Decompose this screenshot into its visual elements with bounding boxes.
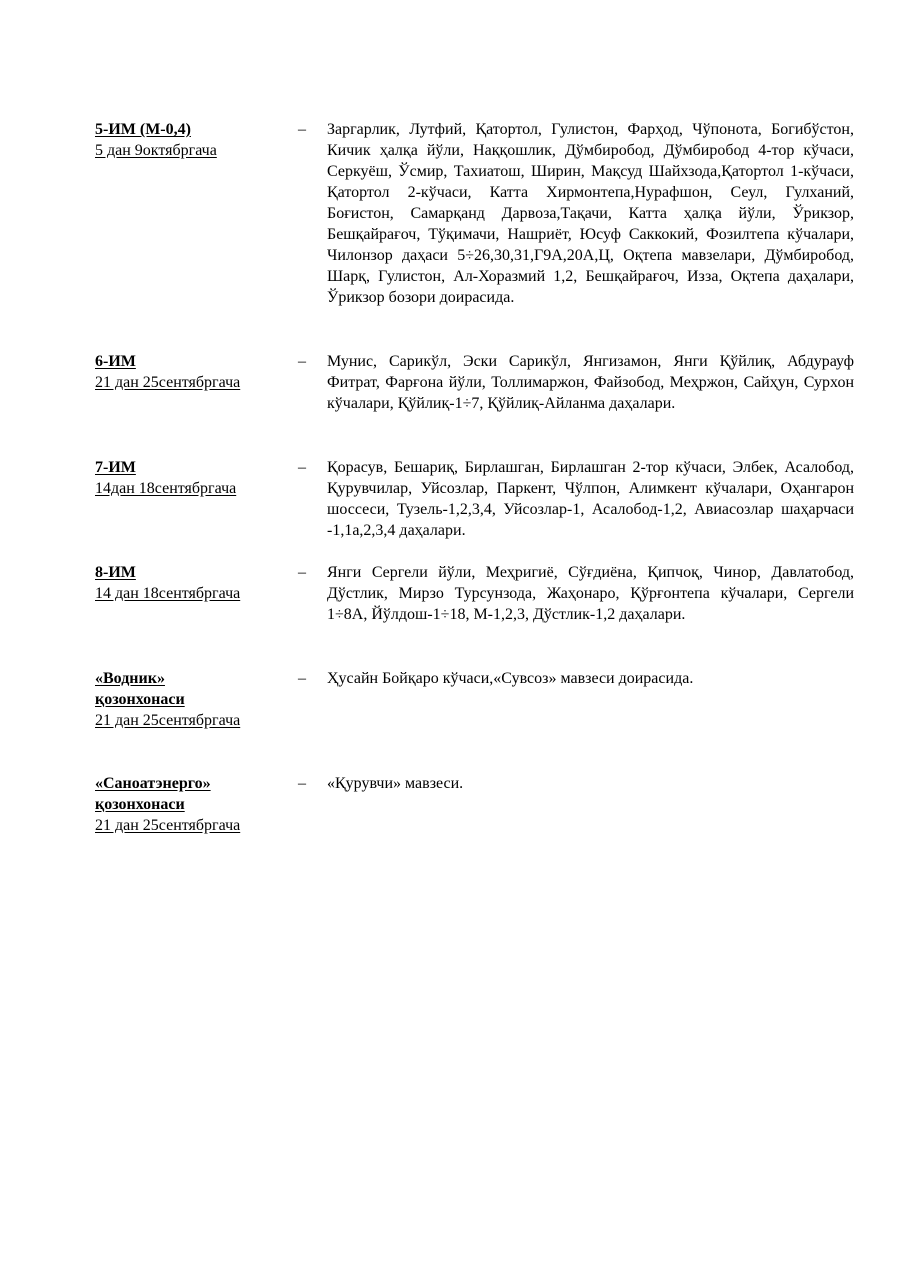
entry-title: 5-ИМ (М-0,4) (95, 121, 191, 138)
entry-description: Қорасув, Бешариқ, Бирлашган, Бирлашган 2-тор кўчаси, Элбек, Асалобод, Қурувчилар, Уйсозлар, Паркент, Чўлпон, Алимкент кўчалари, Оҳангарон шоссеси, Тузель-1,2,3,4, Уйсозлар-1, Асалобод-1,2, Авиасозлар шаҳарчаси -1,1а,2,3,4 даҳалари. (327, 459, 854, 539)
entry-dash: – (298, 353, 306, 370)
entry-dates: 21 дан 25сентябргача (95, 374, 241, 391)
entry-title: 7-ИМ (95, 459, 136, 476)
entry-description: «Қурувчи» мавзеси. (327, 775, 464, 792)
entry-description: Заргарлик, Лутфий, Қатортол, Гулистон, Фарҳод, Чўпонота, Богибўстон, Кичик ҳалқа йўли, Наққошлик, Дўмбиробод, Дўмбиробод 4-тор кўчаси, Серкуёш, Ўсмир, Тахиатош, Ширин, Мақсуд Шайхзода,Қатортол 1-кўчаси, Қатортол 2-кўчаси, Катта Хирмонтепа,Нурафшон, Сеул, Гулханий, Боғистон, Самарқанд Дарвоза,Тақачи, Катта ҳалқа йўли, Ўрикзор, Бешқайрағоч, Тўқимачи, Нашриёт, Юсуф Саккокий, Фозилтепа кўчалари, Чилонзор даҳаси 5÷26,30,31,Г9А,20А,Ц, Оқтепа мавзелари, Дўмбиробод, Шарқ, Гулистон, Ал-Хоразмий 1,2, Бешқайрағоч, Изза, Оқтепа даҳалари, Ўрикзор бозори доирасида. (327, 121, 854, 306)
entry-heading (95, 457, 295, 499)
entry-dates: 14 дан 18сентябргача (95, 585, 241, 602)
entry-dash: – (298, 670, 306, 687)
entry-dash: – (298, 459, 306, 476)
entry-description: Мунис, Сарикўл, Эски Сарикўл, Янгизамон, Янги Қўйлиқ, Абдурауф Фитрат, Фарғона йўли, Толлимаржон, Файзобод, Меҳржон, Сайҳун, Сурхон кўчалари, Қўйлиқ-1÷7, Қўйлиқ-Айланма даҳалари. (327, 353, 854, 412)
entry-title-line1: «Водник» (95, 670, 165, 687)
entry-dates: 21 дан 25сентябргача (95, 817, 241, 834)
entry-dash: – (298, 121, 306, 138)
entry-title-line2: қозонхонаси (95, 691, 185, 708)
entry-dates: 14дан 18сентябргача (95, 480, 237, 497)
entry-title: 8-ИМ (95, 564, 136, 581)
entry-title-line2: қозонхонаси (95, 796, 185, 813)
entry-description: Ҳусайн Бойқаро кўчаси,«Сувсоз» мавзеси доирасида. (327, 670, 694, 687)
entry-dash: – (298, 564, 306, 581)
entry-heading (95, 351, 295, 393)
entry-heading (95, 668, 295, 731)
entry-dates: 5 дан 9октябргача (95, 142, 217, 159)
entry-title-line1: «Саноатэнерго» (95, 775, 211, 792)
entry-title: 6-ИМ (95, 353, 136, 370)
entry-heading (95, 773, 295, 836)
entry-heading (95, 562, 295, 604)
entry-description: Янги Сергели йўли, Меҳригиё, Сўғдиёна, Қипчоқ, Чинор, Давлатобод, Дўстлик, Мирзо Турсунзода, Жаҳонаро, Қўрғонтепа кўчалари, Сергели 1÷8А, Йўлдош-1÷18, М-1,2,3, Дўстлик-1,2 даҳалари. (327, 564, 854, 623)
entry-heading (95, 119, 295, 161)
entry-dash: – (298, 775, 306, 792)
entry-dates: 21 дан 25сентябргача (95, 712, 241, 729)
